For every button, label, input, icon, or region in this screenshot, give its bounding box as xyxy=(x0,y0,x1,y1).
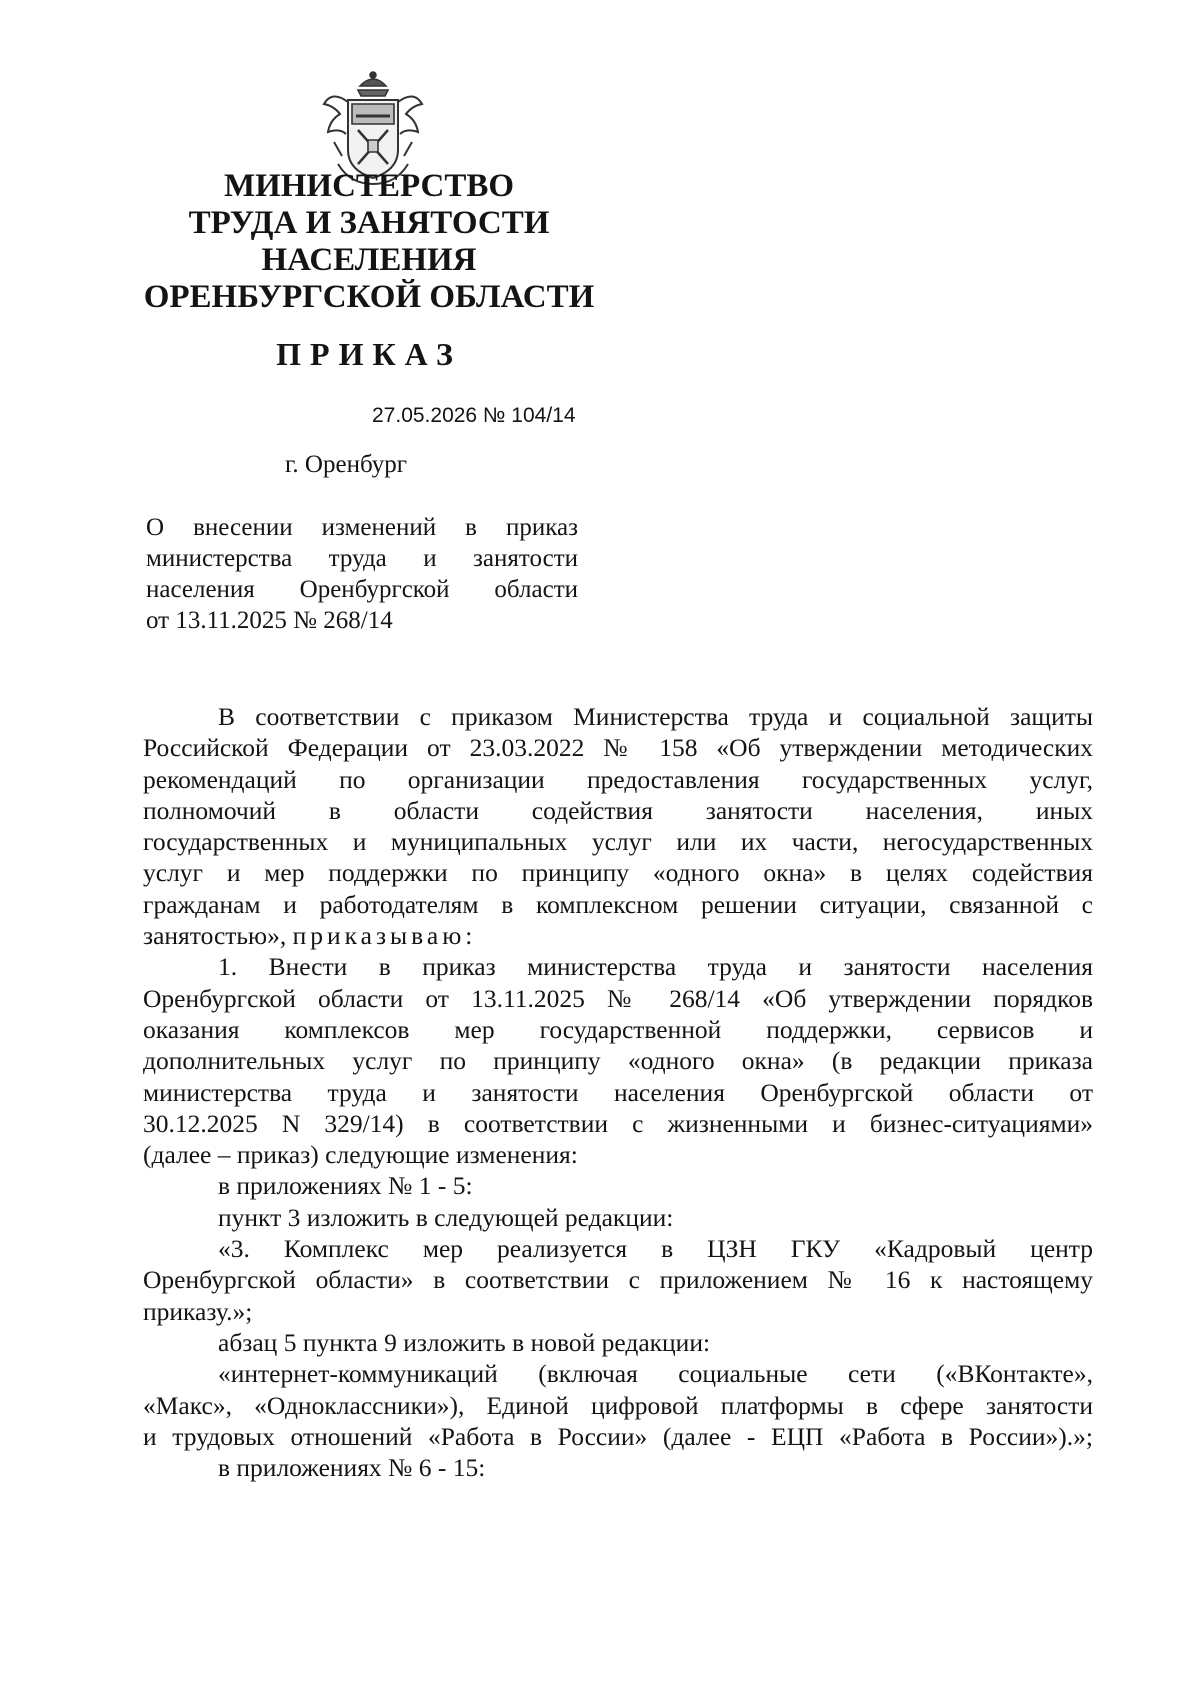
item-1-line: Оренбургской области от 13.11.2025 № 268/14 «Об утверждении порядков xyxy=(143,983,1093,1013)
annex-1-5-heading: в приложениях № 1 - 5: xyxy=(218,1171,473,1201)
document-type-title: ПРИКАЗ xyxy=(276,336,462,372)
item-1-line: 1. Внести в приказ министерства труда и занятости населения xyxy=(218,952,1093,982)
order-word: приказываю: xyxy=(292,921,477,951)
subject-line: министерства труда и занятости xyxy=(146,545,578,572)
preamble-line: гражданам и работодателям в комплексном решении ситуации, связанной с xyxy=(143,889,1093,919)
date-and-number: 27.05.2026 № 104/14 xyxy=(372,404,576,427)
place-of-issue: г. Оренбург xyxy=(285,451,407,478)
item-1-line: оказания комплексов мер государственной поддержки, сервисов и xyxy=(143,1014,1093,1044)
point-3-line: Оренбургской области» в соответствии с приложением № 16 к настоящему xyxy=(143,1265,1093,1295)
paragraph-5-line: «интернет-коммуникаций (включая социальные сети («ВКонтакте», xyxy=(218,1359,1093,1389)
preamble-line: Российской Федерации от 23.03.2022 № 158 «Об утверждении методических xyxy=(143,733,1093,763)
preamble-line: полномочий в области содействия занятости населения, иных xyxy=(143,795,1093,825)
paragraph-5-line: «Макс», «Одноклассники»), Единой цифровой платформы в сфере занятости xyxy=(143,1390,1093,1420)
preamble-last-start: занятостью», xyxy=(143,921,287,951)
ministry-name xyxy=(120,168,618,316)
subject-line: О внесении изменений в приказ xyxy=(146,514,578,541)
subject-line: населения Оренбургской области xyxy=(146,576,578,603)
item-1-line: дополнительных услуг по принципу «одного окна» (в редакции приказа xyxy=(143,1046,1093,1076)
preamble-last-line xyxy=(143,920,1093,951)
ministry-name-line: ТРУДА И ЗАНЯТОСТИ xyxy=(188,205,550,241)
ministry-name-line: МИНИСТЕРСТВО xyxy=(223,168,515,204)
preamble-line: государственных и муниципальных услуг или их части, негосударственных xyxy=(143,827,1093,857)
preamble-line: В соответствии с приказом Министерства труда и социальной защиты xyxy=(218,702,1093,731)
preamble-line: рекомендаций по организации предоставления государственных услуг, xyxy=(143,764,1093,794)
annex-6-15-heading: в приложениях № 6 - 15: xyxy=(218,1453,486,1483)
point-3-intro: пункт 3 изложить в следующей редакции: xyxy=(218,1202,674,1232)
paragraph-5-intro: абзац 5 пункта 9 изложить в новой редакции: xyxy=(218,1327,711,1357)
ministry-name-line: ОРЕНБУРГСКОЙ ОБЛАСТИ xyxy=(143,279,595,315)
item-1-line: министерства труда и занятости населения Оренбургской области от xyxy=(143,1077,1093,1107)
paragraph-5-line: и трудовых отношений «Работа в России» (далее - ЕЦП «Работа в России»).»; xyxy=(143,1421,1093,1451)
ministry-name-line: НАСЕЛЕНИЯ xyxy=(261,242,477,278)
subject-line: от 13.11.2025 № 268/14 xyxy=(146,607,393,634)
item-1-line: (далее – приказ) следующие изменения: xyxy=(143,1140,578,1170)
order-subject xyxy=(146,512,578,636)
point-3-line: приказу.»; xyxy=(143,1296,253,1326)
preamble-line: услуг и мер поддержки по принципу «одного окна» в целях содействия xyxy=(143,858,1093,888)
item-1-line: 30.12.2025 N 329/14) в соответствии с жизненными и бизнес-ситуациями» xyxy=(143,1108,1093,1138)
order-body xyxy=(143,701,1093,1483)
point-3-line: «3. Комплекс мер реализуется в ЦЗН ГКУ «Кадровый центр xyxy=(218,1234,1093,1264)
